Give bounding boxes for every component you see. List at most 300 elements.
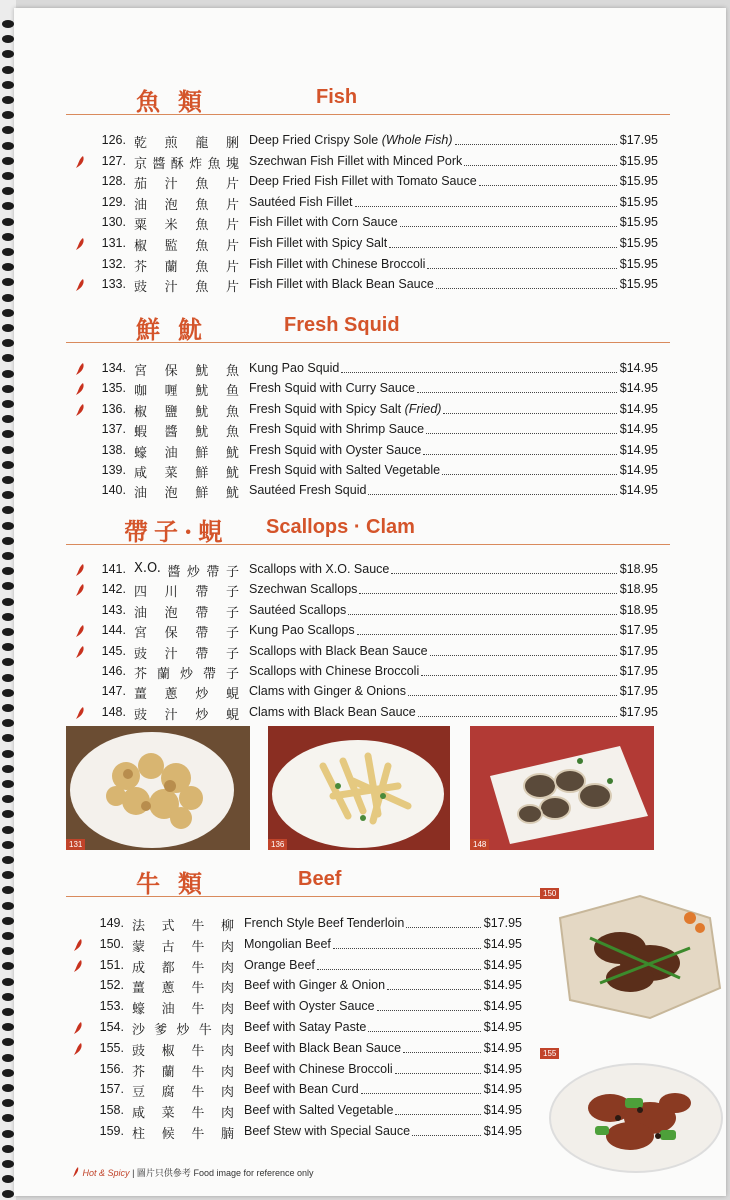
item-name-en-text: Szechwan Scallops: [249, 582, 358, 597]
item-number: 130.: [101, 215, 126, 230]
item-number: 140.: [101, 483, 126, 498]
item-note: (Whole Fish): [381, 133, 453, 147]
item-name-en: [244, 1062, 393, 1076]
menu-item-row: [74, 441, 658, 461]
item-name-cn: 四 川 帶 子: [134, 585, 239, 601]
item-number: 152.: [99, 978, 124, 993]
item-price: $15.95: [619, 277, 658, 292]
dot-leader: [389, 236, 617, 248]
menu-item-row: [74, 662, 658, 682]
menu-item-row: [74, 255, 658, 275]
item-price: $18.95: [619, 582, 658, 597]
item-name-cn: 椒 監 魚 片: [134, 239, 239, 254]
footer-note: [72, 1166, 314, 1179]
item-name-cn: 成 都 牛 肉: [132, 960, 234, 976]
dot-leader: [442, 463, 617, 475]
dot-leader: [464, 154, 616, 166]
menu-item-row: [72, 997, 522, 1017]
item-name-cn: 豉 汁 帶 子: [134, 646, 239, 662]
item-price: $17.95: [619, 684, 658, 699]
item-name-en-text: Beef with Ginger & Onion: [244, 978, 386, 993]
binding-ring: [2, 126, 14, 134]
item-price: $14.95: [483, 1020, 522, 1034]
item-price: $14.95: [483, 1040, 522, 1055]
menu-item-row: [72, 1018, 522, 1038]
item-name-cn: 油 泡 鮮 魷: [134, 486, 239, 502]
item-name-en: [249, 174, 477, 188]
dot-leader: [417, 381, 617, 393]
binding-ring: [2, 172, 14, 180]
item-name-en-text: French Style Beef Tenderloin: [244, 916, 405, 930]
item-price: $14.95: [483, 1124, 522, 1138]
section-title-en: Scallops · Clam: [266, 516, 415, 538]
item-number: 133.: [101, 277, 126, 292]
menu-item-row: [74, 621, 658, 641]
item-number: 128.: [101, 174, 126, 189]
item-name-cn: 芥 蘭 牛 肉: [132, 1064, 234, 1080]
item-number: 138.: [101, 442, 126, 457]
binding-ring: [2, 370, 14, 378]
dot-leader: [427, 257, 616, 269]
item-name-en: [244, 1082, 359, 1096]
section-title-cn: 帶子·蜆: [124, 517, 229, 546]
dot-leader: [423, 443, 616, 455]
item-name-en-text: Clams with Ginger & Onions: [249, 684, 407, 699]
item-number: 153.: [99, 999, 124, 1014]
item-name-en: [249, 236, 387, 250]
item-name-en: [244, 999, 375, 1013]
item-price: $17.95: [619, 704, 658, 719]
item-name-en-text: Orange Beef: [244, 957, 315, 972]
item-number: 131.: [101, 236, 126, 250]
section-title-cn: 魚類: [136, 87, 220, 116]
binding-ring: [2, 613, 14, 621]
item-name-en-text: Beef with Salted Vegetable: [244, 1103, 394, 1118]
item-name-en-text: Fish Fillet with Black Bean Sauce: [249, 277, 434, 292]
binding-ring: [2, 674, 14, 682]
menu-item-row: [74, 420, 658, 440]
binding-ring: [2, 294, 14, 302]
binding-ring: [2, 1054, 14, 1062]
item-number: 151.: [99, 957, 124, 972]
dot-leader: [391, 562, 616, 574]
item-name-en-text: Kung Pao Squid: [249, 361, 340, 375]
binding-ring: [2, 886, 14, 894]
binding-ring: [2, 947, 14, 955]
item-name-en-text: Fresh Squid with Curry Sauce: [249, 381, 416, 396]
item-name-cn: 法 式 牛 柳: [132, 919, 234, 934]
section-header-scallops: [66, 508, 670, 545]
binding-ring: [2, 354, 14, 362]
menu-item-row: [72, 976, 522, 996]
binding-ring: [2, 1145, 14, 1153]
item-name-en: [244, 1020, 366, 1034]
item-name-en: [249, 361, 339, 375]
dot-leader: [455, 133, 617, 145]
item-number: 159.: [99, 1124, 124, 1138]
item-name-cn: 京 醬 酥 炸 魚 塊: [134, 156, 239, 172]
binding-ring: [2, 446, 14, 454]
binding-ring: [2, 96, 14, 104]
item-name-en-text: Fish Fillet with Chinese Broccoli: [249, 256, 426, 271]
mongolian-beef-photo-icon: [540, 888, 726, 1024]
menu-item-row: [74, 682, 658, 702]
dot-leader: [403, 1041, 481, 1053]
item-price: $14.95: [483, 957, 522, 972]
dot-leader: [395, 1103, 480, 1115]
binding-ring: [2, 765, 14, 773]
menu-page: [14, 8, 726, 1196]
item-name-en: [249, 562, 389, 576]
binding-ring: [2, 780, 14, 788]
item-name-cn: 蠔 油 鮮 魷: [134, 445, 239, 461]
item-number: 147.: [101, 684, 126, 699]
menu-item-row: [72, 1122, 522, 1142]
binding-ring: [2, 628, 14, 636]
binding-ring: [2, 324, 14, 332]
binding-ring: [2, 385, 14, 393]
item-name-cn: 薑 蔥 炒 蜆: [134, 687, 239, 703]
item-name-en: [249, 463, 440, 477]
binding-ring: [2, 841, 14, 849]
binding-ring: [2, 1008, 14, 1016]
item-name-en-text: Scallops with Black Bean Sauce: [249, 643, 428, 658]
binding-ring: [2, 643, 14, 651]
item-name-en-text: Fish Fillet with Corn Sauce: [249, 215, 398, 230]
item-price: $18.95: [619, 562, 658, 576]
item-name-en: [244, 978, 385, 992]
section-title-en: Beef: [298, 868, 342, 890]
item-price: $15.95: [619, 194, 658, 209]
binding-ring: [2, 430, 14, 438]
binding-ring: [2, 461, 14, 469]
item-name-cn: 豉 椒 牛 肉: [132, 1043, 234, 1059]
item-name-cn: 宮 保 帶 子: [134, 626, 239, 642]
menu-item-row: [74, 359, 658, 379]
binding-ring: [2, 1069, 14, 1077]
separator: |: [132, 1168, 135, 1178]
item-price: $14.95: [483, 1082, 522, 1097]
binding-ring: [2, 658, 14, 666]
binding-ring: [2, 537, 14, 545]
item-name-en-text: Szechwan Fish Fillet with Minced Pork: [249, 153, 463, 168]
binding-ring: [2, 993, 14, 1001]
dot-leader: [341, 361, 616, 373]
item-number: 132.: [101, 256, 126, 271]
item-name-en: [249, 582, 357, 596]
dot-leader: [368, 483, 616, 495]
binding-ring: [2, 1175, 14, 1183]
item-name-en-text: Clams with Black Bean Sauce: [249, 704, 416, 719]
fried-fish-photo-icon: [66, 726, 250, 850]
item-price: $14.95: [483, 1103, 522, 1118]
binding-ring: [2, 415, 14, 423]
menu-item-row: [74, 131, 658, 151]
menu-item-row: [74, 213, 658, 233]
binding-ring: [2, 400, 14, 408]
menu-item-row: [72, 1060, 522, 1080]
item-price: $14.95: [483, 999, 522, 1014]
item-number: 157.: [99, 1082, 124, 1097]
binding-ring: [2, 795, 14, 803]
item-name-cn: 粟 米 魚 片: [134, 218, 239, 234]
item-name-en: [249, 215, 398, 229]
photo-148: [470, 726, 654, 850]
item-name-en-text: Beef with Bean Curd: [244, 1082, 359, 1097]
item-number: 144.: [101, 623, 126, 638]
menu-item-row: [74, 379, 658, 399]
dot-leader: [443, 402, 616, 414]
item-name-en-text: Beef Stew with Special Sauce: [244, 1124, 411, 1138]
binding-ring: [2, 218, 14, 226]
item-number: 139.: [101, 463, 126, 477]
section-title-cn: 鮮魷: [136, 315, 220, 344]
item-name-cn: 蝦 醬 魷 魚: [134, 425, 239, 441]
dot-leader: [418, 705, 617, 717]
item-name-en: [244, 1041, 401, 1055]
item-price: $14.95: [619, 401, 658, 416]
photo-label: 131: [66, 839, 85, 850]
item-name-cn: X.O. 醬 炒 帶 子: [134, 561, 239, 580]
item-number: 127.: [101, 153, 126, 168]
item-name-cn: 蠔 油 牛 肉: [132, 1002, 234, 1018]
binding-ring: [2, 810, 14, 818]
item-price: $17.95: [483, 916, 522, 930]
item-number: 129.: [101, 194, 126, 209]
binding-ring: [2, 856, 14, 864]
photo-label: 136: [268, 839, 287, 850]
item-name-en: [249, 422, 424, 436]
item-number: 136.: [101, 401, 126, 416]
item-name-cn: 沙 爹 炒 牛 肉: [132, 1023, 234, 1038]
binding-ring: [2, 506, 14, 514]
item-name-en: [249, 684, 406, 698]
item-number: 142.: [101, 582, 126, 597]
menu-item-row: [74, 275, 658, 295]
binding-ring: [2, 1114, 14, 1122]
item-price: $17.95: [619, 623, 658, 638]
binding-ring: [2, 962, 14, 970]
item-name-en-text: Sautéed Scallops: [249, 602, 347, 617]
item-name-en: [244, 937, 331, 951]
item-name-en: [249, 483, 366, 497]
dot-leader: [348, 603, 616, 615]
dot-leader: [412, 1124, 481, 1136]
item-name-en-text: Scallops with Chinese Broccoli: [249, 664, 420, 678]
item-price: $15.95: [619, 236, 658, 250]
item-name-en: [244, 958, 315, 972]
dot-leader: [355, 195, 617, 207]
binding-ring: [2, 187, 14, 195]
item-number: 156.: [99, 1061, 124, 1076]
menu-item-row: [74, 481, 658, 501]
item-name-en-text: Beef with Chinese Broccoli: [244, 1061, 393, 1076]
dot-leader: [430, 644, 617, 656]
binding-ring: [2, 826, 14, 834]
item-price: $15.95: [619, 174, 658, 189]
item-price: $18.95: [619, 602, 658, 617]
item-name-cn: 茄 汁 魚 片: [134, 177, 239, 193]
item-name-cn: 蒙 古 牛 肉: [132, 939, 234, 955]
photo-131: [66, 726, 250, 850]
binding-ring: [2, 917, 14, 925]
binding-ring: [2, 719, 14, 727]
item-name-cn: 乾 煎 龍 脷: [134, 136, 239, 151]
menu-item-row: [72, 914, 522, 934]
item-name-en: [249, 443, 421, 457]
item-name-en: [249, 133, 453, 147]
item-name-en-text: Deep Fried Crispy Sole: [249, 133, 379, 147]
binding-ring: [2, 278, 14, 286]
item-name-en: [249, 277, 434, 291]
item-name-en-text: Beef with Satay Paste: [244, 1020, 367, 1034]
item-name-cn: 咖 喱 魷 鱼: [134, 384, 239, 400]
binding-ring: [2, 111, 14, 119]
item-price: $17.95: [619, 643, 658, 658]
menu-item-row: [74, 234, 658, 254]
item-price: $14.95: [619, 422, 658, 437]
item-name-en: [249, 402, 441, 416]
binding-ring: [2, 476, 14, 484]
section-title-en: Fresh Squid: [284, 314, 400, 336]
item-name-en: [249, 154, 462, 168]
item-price: $17.95: [619, 133, 658, 147]
photo-150: [540, 888, 726, 1024]
section-title-en: Fish: [316, 86, 358, 108]
item-number: 146.: [101, 664, 126, 678]
menu-item-row: [74, 703, 658, 723]
item-name-cn: 油 泡 帶 子: [134, 605, 239, 621]
item-name-en: [249, 644, 428, 658]
item-number: 137.: [101, 422, 126, 437]
menu-item-row: [74, 642, 658, 662]
en-note: Food image for reference only: [193, 1168, 314, 1178]
item-price: $15.95: [619, 153, 658, 168]
binding-ring: [2, 871, 14, 879]
item-price: $17.95: [619, 664, 658, 678]
binding-ring: [2, 1084, 14, 1092]
binding-ring: [2, 309, 14, 317]
item-name-cn: 椒 鹽 魷 魚: [134, 404, 239, 420]
item-name-cn: 柱 候 牛 腩: [132, 1127, 234, 1142]
item-price: $14.95: [483, 936, 522, 951]
menu-item-row: [74, 601, 658, 621]
menu-item-row: [72, 1039, 522, 1059]
clams-photo-icon: [470, 726, 654, 850]
binding-ring: [2, 248, 14, 256]
chili-icon: [72, 1167, 80, 1177]
menu-item-row: [74, 461, 658, 481]
dot-leader: [357, 623, 617, 635]
item-name-cn: 咸 菜 牛 肉: [132, 1106, 234, 1122]
binding-ring: [2, 202, 14, 210]
item-name-en-text: Scallops with X.O. Sauce: [249, 562, 390, 576]
photo-label: 148: [470, 839, 489, 850]
item-price: $14.95: [483, 978, 522, 993]
item-name-en-text: Fresh Squid with Salted Vegetable: [249, 463, 441, 477]
item-name-en-text: Sautéed Fresh Squid: [249, 483, 367, 498]
item-price: $15.95: [619, 256, 658, 271]
binding-ring: [2, 902, 14, 910]
item-name-cn: 薑 蔥 牛 肉: [132, 981, 234, 997]
item-number: 155.: [99, 1040, 124, 1055]
item-price: $14.95: [483, 1061, 522, 1076]
menu-item-row: [72, 935, 522, 955]
item-number: 143.: [101, 602, 126, 617]
dot-leader: [426, 422, 617, 434]
binding-ring: [2, 66, 14, 74]
item-name-en-text: Fresh Squid with Spicy Salt: [249, 401, 402, 416]
black-bean-beef-photo-icon: [540, 1048, 726, 1178]
item-name-cn: 油 泡 魚 片: [134, 197, 239, 213]
binding-ring: [2, 552, 14, 560]
menu-item-row: [74, 580, 658, 600]
fried-squid-photo-icon: [268, 726, 450, 850]
item-price: $15.95: [619, 215, 658, 230]
dot-leader: [479, 174, 617, 186]
item-name-en-text: Sautéed Fish Fillet: [249, 194, 353, 209]
menu-item-row: [74, 400, 658, 420]
dot-leader: [408, 684, 617, 696]
item-name-en: [249, 603, 346, 617]
section-header-squid: [66, 306, 670, 343]
binding-ring: [2, 598, 14, 606]
menu-item-row: [72, 1101, 522, 1121]
item-name-en: [244, 1124, 410, 1138]
cn-note: 圖片只供參考: [136, 1168, 191, 1178]
item-price: $14.95: [619, 463, 658, 477]
menu-item-row: [72, 956, 522, 976]
item-number: 134.: [101, 361, 126, 375]
item-name-en-text: Fresh Squid with Shrimp Sauce: [249, 422, 425, 437]
item-number: 141.: [101, 562, 126, 576]
binding-ring: [2, 35, 14, 43]
binding-ring: [2, 582, 14, 590]
binding-ring: [2, 689, 14, 697]
dot-leader: [387, 978, 481, 990]
binding-ring: [2, 20, 14, 28]
hot-spicy-label: Hot & Spicy: [82, 1168, 130, 1178]
item-name-en-text: Beef with Black Bean Sauce: [244, 1040, 402, 1055]
photo-155: [540, 1048, 726, 1178]
item-name-en-text: Deep Fried Fish Fillet with Tomato Sauce: [249, 174, 477, 189]
item-name-cn: 芥 蘭 魚 片: [134, 259, 239, 275]
binding-ring: [2, 157, 14, 165]
binding-ring: [2, 978, 14, 986]
photo-label: 155: [540, 1048, 559, 1059]
binding-ring: [2, 932, 14, 940]
item-number: 135.: [101, 381, 126, 396]
photo-label: 150: [540, 888, 559, 899]
menu-item-row: [74, 152, 658, 172]
dot-leader: [377, 999, 481, 1011]
binding-ring: [2, 1130, 14, 1138]
item-name-en: [244, 916, 404, 930]
binding-ring: [2, 704, 14, 712]
dot-leader: [421, 664, 617, 676]
binding-ring: [2, 263, 14, 271]
binding-ring: [2, 339, 14, 347]
section-header-fish: [66, 78, 670, 115]
item-name-cn: 豉 汁 炒 蜆: [134, 707, 239, 723]
item-price: $14.95: [619, 442, 658, 457]
item-price: $14.95: [619, 381, 658, 396]
dot-leader: [406, 916, 480, 928]
item-price: $14.95: [619, 361, 658, 375]
item-name-en-text: Beef with Oyster Sauce: [244, 999, 375, 1014]
menu-item-row: [74, 172, 658, 192]
item-number: 150.: [99, 936, 124, 951]
